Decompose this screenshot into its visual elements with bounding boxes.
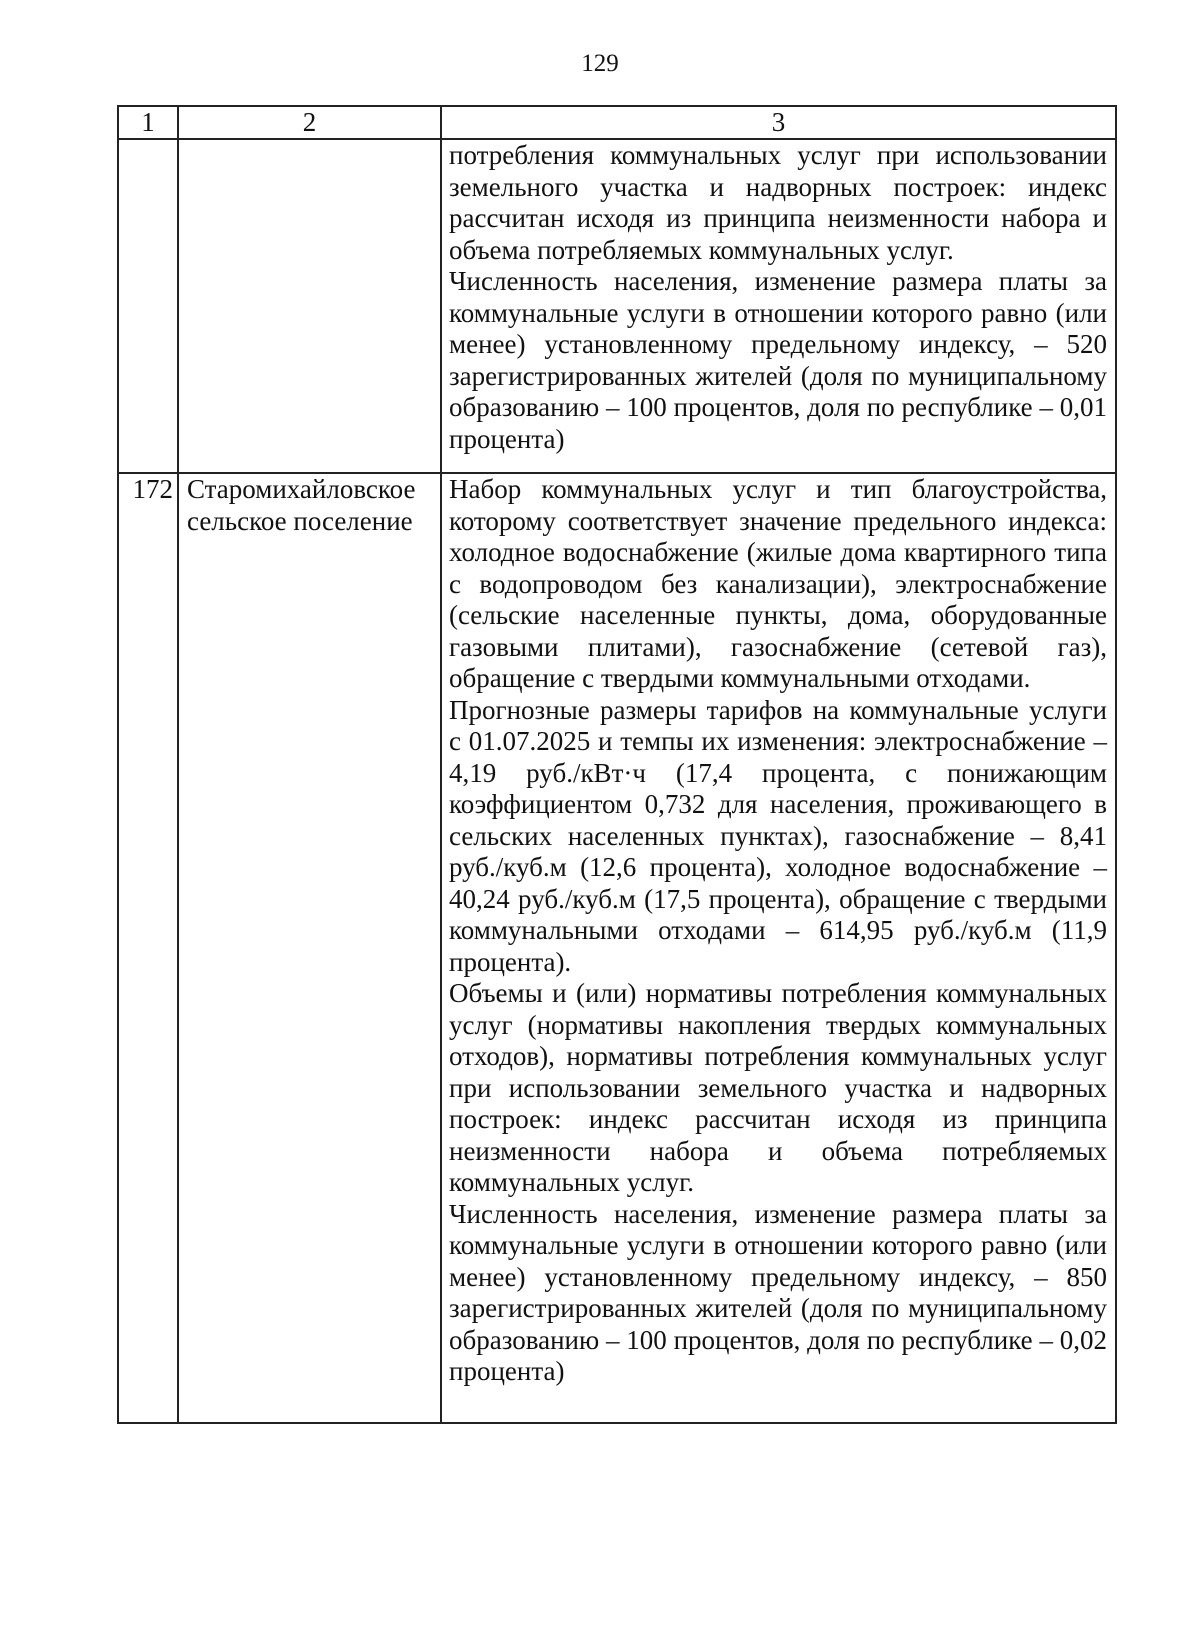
- table-row: [118, 473, 1116, 1423]
- description-cell: [441, 139, 1116, 473]
- document-table: [117, 105, 1117, 1424]
- settlement-name-cell: Старомихайловское сельское поселение: [178, 473, 441, 1423]
- column-header-3: 3: [441, 106, 1116, 139]
- column-header-1: 1: [118, 106, 178, 139]
- description-paragraph: Набор коммунальных услуг и тип благоустройства, которому соответствует значение предельного индекса: холодное водоснабжение (жилые дома квартирного типа с водопроводом без канализации), электроснабжение (сельские населенные пункты, дома, оборудованные газовыми плитами), газоснабжение (сетевой газ), обращение с твердыми коммунальными отходами.: [449, 474, 1107, 693]
- row-number-cell: 172: [118, 473, 178, 1423]
- settlement-name-cell: [178, 139, 441, 473]
- page-number: 129: [581, 50, 619, 77]
- description-paragraph: Объемы и (или) нормативы потребления коммунальных услуг (нормативы накопления твердых коммунальных отходов), нормативы потребления коммунальных услуг при использовании земельного участка и надворных построек: индекс рассчитан исходя из принципа неизменности набора и объема потребляемых коммунальных услуг.: [449, 978, 1107, 1197]
- description-paragraph: Численность населения, изменение размера платы за коммунальные услуги в отношении которого равно (или менее) установленному предельному индексу, – 850 зарегистрированных жителей (доля по муниципальному образованию – 100 процентов, доля по республике – 0,02 процента): [449, 1198, 1107, 1386]
- description-paragraph: потребления коммунальных услуг при использовании земельного участка и надворных построек: индекс рассчитан исходя из принципа неизменности набора и объема потребляемых коммунальных услуг.: [449, 140, 1107, 265]
- description-paragraph: Прогнозные размеры тарифов на коммунальные услуги с 01.07.2025 и темпы их изменения: электроснабжение – 4,19 руб./кВт·ч (17,4 процента, с понижающим коэффициентом 0,732 для населения, проживающего в сельских населенных пунктах), газоснабжение – 8,41 руб./куб.м (12,6 процента), холодное водоснабжение – 40,24 руб./куб.м (17,5 процента), обращение с твердыми коммунальными отходами – 614,95 руб./куб.м (11,9 процента).: [449, 694, 1107, 977]
- table-row: [118, 139, 1116, 473]
- row-number-cell: [118, 139, 178, 473]
- table-header-row: [118, 106, 1116, 139]
- description-cell: [441, 473, 1116, 1423]
- column-header-2: 2: [178, 106, 441, 139]
- description-paragraph: Численность населения, изменение размера платы за коммунальные услуги в отношении которого равно (или менее) установленному предельному индексу, – 520 зарегистрированных жителей (доля по муниципальному образованию – 100 процентов, доля по республике – 0,01 процента): [449, 266, 1107, 454]
